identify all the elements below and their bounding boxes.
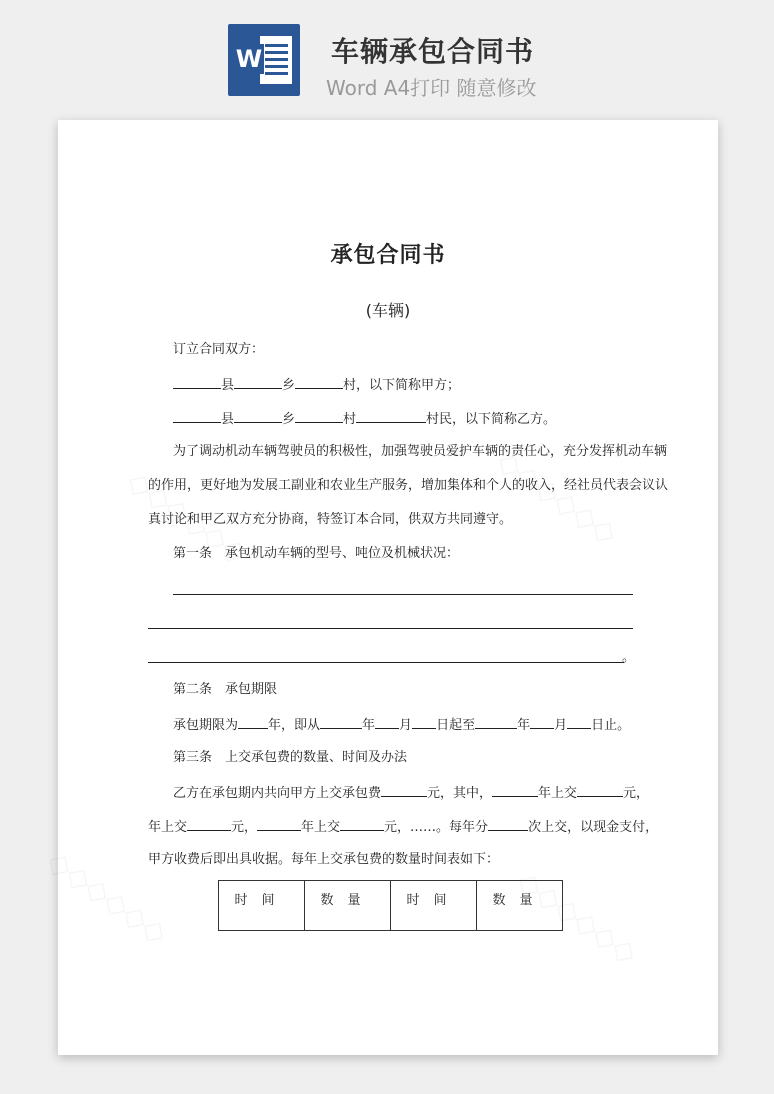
table-header-cell: 时间 (391, 881, 477, 931)
document-title: 承包合同书 (330, 243, 446, 268)
document-subtitle: (车辆) (365, 301, 411, 320)
article-1-heading: 第一条 承包机动车辆的型号、吨位及机械状况： (173, 546, 460, 561)
article-3-heading: 第三条 上交承包费的数量、时间及办法 (173, 750, 408, 765)
article-2-heading: 第二条 承包期限 (173, 682, 278, 697)
party-a-line: 县 乡 村，以下简称甲方； (173, 374, 460, 396)
app-title: 车辆承包合同书 (331, 35, 535, 68)
parties-intro: 订立合同双方： (173, 342, 265, 357)
party-b-line: 县 乡 村 村民，以下简称乙方。 (173, 408, 556, 430)
document-page (58, 120, 718, 1055)
header (0, 0, 774, 110)
app-subtitle: Word A4打印 随意修改 (326, 76, 537, 100)
term-line: 承包期限为 年，即从 年 月 日起至 年 月 日止。 (173, 714, 630, 736)
fee-schedule-table (218, 880, 563, 931)
word-icon (228, 24, 300, 96)
paragraph-line: 真讨论和甲乙双方充分协商，特签订本合同，供双方共同遵守。 (148, 512, 513, 527)
fill-line (173, 594, 633, 595)
fill-line (148, 628, 633, 629)
paragraph-line: 的作用，更好地为发展工副业和农业生产服务，增加集体和个人的收入，经社员代表会议认 (148, 478, 669, 493)
table-header-cell: 数量 (305, 881, 391, 931)
word-page-glyph (260, 36, 292, 84)
fill-line (148, 662, 624, 663)
fee-line: 年上交 元， 年上交 元，……。每年分 次上交，以现金支付， (148, 816, 658, 838)
word-letter: W (235, 45, 263, 73)
table-row (219, 881, 563, 931)
table-header-cell: 数量 (477, 881, 563, 931)
fee-line: 甲方收费后即出具收据。每年上交承包费的数量时间表如下： (148, 852, 500, 867)
fill-line-end: 。 (622, 650, 636, 665)
paragraph-line: 为了调动机动车辆驾驶员的积极性，加强驾驶员爱护车辆的责任心，充分发挥机动车辆 (173, 444, 668, 459)
table-header-cell: 时间 (219, 881, 305, 931)
fee-line: 乙方在承包期内共向甲方上交承包费 元，其中， 年上交 元， (173, 782, 649, 804)
